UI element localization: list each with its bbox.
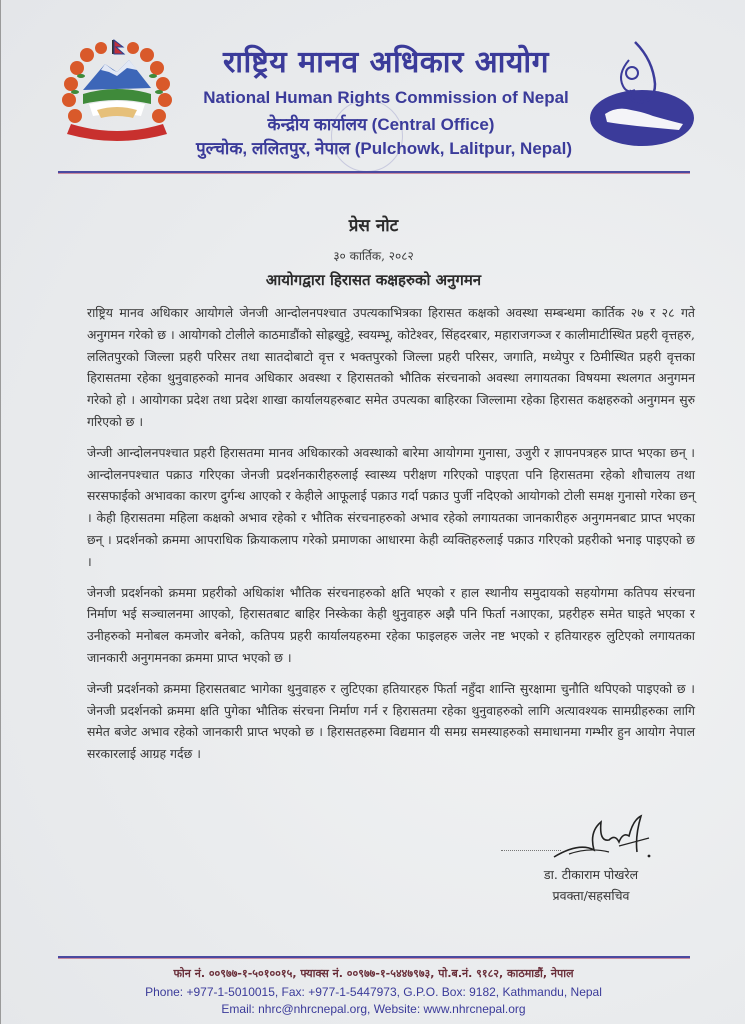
signatory-title: प्रवक्ता/सहसचिव [552,888,630,903]
website-label: , Website: [367,1002,424,1016]
paragraph: जेनजी प्रदर्शनको क्रममा प्रहरीको अधिकांश भौतिक संरचनाहरुको क्षति भएको र हाल स्थानीय समुदायको सहयोगमा कतिपय संरचना निर्माण भई सञ्चालनमा आएको, हिरासतबाट बाहिर निस्केका केही थुनुवाहरु अझै पनि फिर्ता नआएका, प्रहरीहरु समेत घाइते भएका र उनीहरुको मनोबल कमजोर बनेको, कतिपय प्रहरी कार्यालयहरुमा रहेका फाइलहरु जलेर नष्ट भएको र हतियारहरु लुटिएको लगायतका जानकारी अनुगमनका क्रममा प्राप्त भएको छ । [87,584,695,665]
nepal-emblem-icon [57,38,177,146]
letterhead [1,0,745,180]
footer-divider [58,956,690,959]
footer-contact-english: Phone: +977-1-5010015, Fax: +977-1-5447973, G.P.O. Box: 9182, Kathmandu, Nepal [145,985,602,999]
paragraph: जेन्जी आन्दोलनपश्चात प्रहरी हिरासतमा मानव अधिकारको अवस्थाको बारेमा आयोगमा गुनासा, उजुरी र ज्ञापनपत्रहरु प्राप्त भएका छन् । आन्दोलनपश्चात पक्राउ गरिएका जेनजी प्रदर्शनकारीहरुलाई स्वास्थ्य परीक्षण गरिएको पाइएता पनि हिरासतमा रहेको शौचालय तथा सरसफाईको अभावका कारण दुर्गन्ध आएको र केहीले आफूलाई पक्राउ गर्दा पक्राउ पुर्जी नदिएको आयोगको टोली समक्ष गुनासो गरेका छन् । केही हिरासतमा महिला कक्षको अभाव रहेको र भौतिक संरचनाहरुको अभाव रहेको लगायतका जानकारीहरु अनुगमनबाट प्राप्त भएका छन् । प्रदर्शनको क्रममा आपराधिक क्रियाकलाप गरेको प्रमाणका आधारमा केही व्यक्तिहरुलाई पक्राउ गरिएको प्रहरीको भनाइ पाइएको छ । [87,444,695,569]
organization-name-nepali: राष्ट्रिय मानव अधिकार आयोग [222,45,550,80]
office-stamp [331,100,403,172]
nhrc-logo-icon [587,40,697,150]
office-address: पुल्चोक, ललितपुर, नेपाल (Pulchowk, Lalitpur, Nepal) [195,139,573,158]
footer-email-website [1,1002,745,1016]
document-body [87,302,695,774]
organization-name-english: National Human Rights Commission of Nepal [203,88,569,107]
footer-contact-nepali: फोन नं. ००९७७-१-५०१००१५, फ्याक्स नं. ००९७७-१-५४४७९७३, पो.ब.नं. ९१८२, काठमाडौं, नेपाल [173,967,574,980]
signatory-name: डा. टीकाराम पोखरेल [543,867,639,882]
email-label: Email: [221,1002,259,1016]
header-divider [58,171,690,174]
paragraph: जेन्जी प्रदर्शनको क्रममा हिरासतबाट भागेका थुनुवाहरु र लुटिएका हतियारहरु फिर्ता नहुँदा शान्ति सुरक्षामा चुनौति थपिएको पाइएको छ । जेनजी प्रदर्शनको क्रममा क्षति पुगेका भौतिक संरचना निर्माण गर्न र हिरासतमा रहेका थुनुवाहरुको लागि अत्यावश्यक सामग्रीहरुका लागि समेत बजेट अभाव रहेको जानकारी प्राप्त भएको छ । हिरासतहरुमा विद्यमान यी समग्र समस्याहरुको समाधानमा गम्भीर हुन आयोग नेपाल सरकारलाई आग्रह गर्दछ । [87,680,695,762]
document-title: प्रेस नोट [348,216,399,236]
email-link[interactable]: nhrc@nhrcnepal.org [258,1002,368,1016]
office-name: केन्द्रीय कार्यालय (Central Office) [267,115,495,134]
document-date: ३० कार्तिक, २०८२ [333,249,414,263]
signature-line [501,850,561,851]
document-subject: आयोगद्वारा हिरासत कक्षहरुको अनुगमन [265,271,482,289]
paragraph: राष्ट्रिय मानव अधिकार आयोगले जेनजी आन्दोलनपश्चात उपत्यकाभित्रका हिरासत कक्षको अवस्था सम्बन्धमा कार्तिक २७ र २८ गते अनुगमन गरेको छ । आयोगको टोलीले काठमाडौंको सोह्रखुट्टे, स्वयम्भू, कोटेश्वर, सिंहदरबार, महाराजगञ्ज र कालीमाटीस्थित प्रहरी वृत्तहरु, ललितपुरको जिल्ला प्रहरी परिसर तथा सातदोबाटो वृत्त र भक्तपुरको जिल्ला प्रहरी परिसर, जगाति, मध्येपुर र ठिमीस्थित प्रहरी वृत्तका हिरासतमा रहेका थुनुवाहरुको मानव अधिकार अवस्था र हिरासतको भौतिक संरचनाको अवस्था लगायतका विषयमा स्थलगत अनुगमन गरेको हो । आयोगका प्रदेश तथा प्रदेश शाखा कार्यालयहरुबाट समेत उपत्यका बाहिरका जिल्लामा रहेका हिरासत कक्षहरुको अनुगमन सुरु गरिएको छ । [87,305,695,429]
handwritten-signature [549,812,659,867]
website-link[interactable]: www.nhrcnepal.org [423,1002,526,1016]
